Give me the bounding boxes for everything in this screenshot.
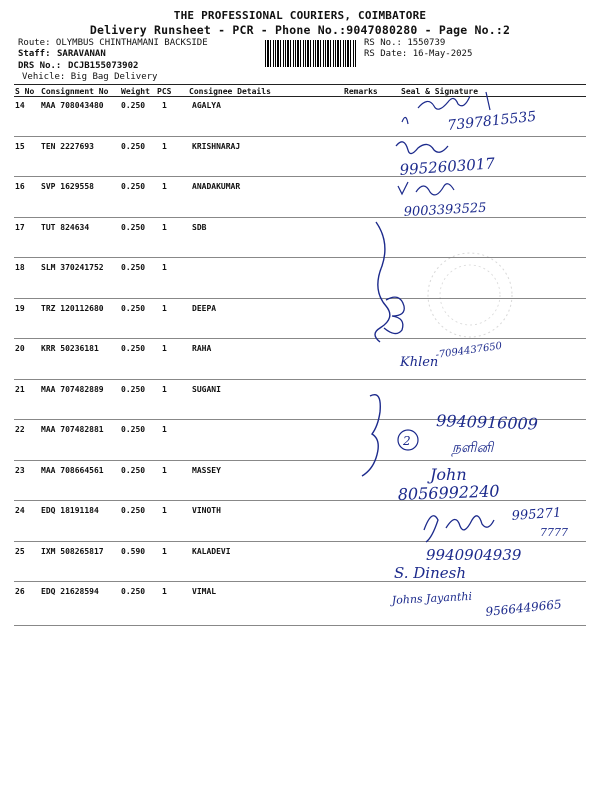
handwritten-name: Khlen xyxy=(400,355,439,370)
row-weight: 0.250 xyxy=(121,587,146,596)
row-consignment: EDQ 18191184 xyxy=(41,506,99,515)
row-weight: 0.250 xyxy=(121,304,146,313)
row-consignment: TUT 824634 xyxy=(41,223,90,232)
col-seal-signature: Seal & Signature xyxy=(401,87,479,96)
row-consignment: SVP 1629558 xyxy=(41,182,94,191)
row-divider xyxy=(14,460,586,461)
row-divider xyxy=(14,379,586,380)
row-pcs: 1 xyxy=(162,466,167,475)
row-consignment: MAA 707482881 xyxy=(41,425,104,434)
col-consignment: Consignment No xyxy=(41,87,109,96)
col-remarks: Remarks xyxy=(344,87,378,96)
row-divider xyxy=(14,500,586,501)
handwritten-phone: 9003393525 xyxy=(403,200,487,220)
signature-scribble xyxy=(424,516,494,542)
row-weight: 0.590 xyxy=(121,547,146,556)
table-top-border xyxy=(14,84,586,85)
row-pcs: 1 xyxy=(162,385,167,394)
row-pcs: 1 xyxy=(162,101,167,110)
circled-number xyxy=(398,430,418,450)
handwritten-name: நளினி xyxy=(452,440,494,456)
row-consignee: KRISHNARAJ xyxy=(192,142,241,151)
row-consignee: KALADEVI xyxy=(192,547,231,556)
row-pcs: 1 xyxy=(162,425,167,434)
row-consignee: AGALYA xyxy=(192,101,221,110)
signature-bracket xyxy=(362,395,380,476)
row-sno: 21 xyxy=(15,385,25,394)
rs-number: RS No.: 1550739 xyxy=(364,38,446,48)
row-sno: 17 xyxy=(15,223,25,232)
row-consignee: VIMAL xyxy=(192,587,217,596)
handwritten-phone: 7397815535 xyxy=(446,108,538,134)
circled-number-text: 2 xyxy=(403,434,411,448)
row-sno: 14 xyxy=(15,101,25,110)
row-divider xyxy=(14,257,586,258)
row-weight: 0.250 xyxy=(121,466,146,475)
row-pcs: 1 xyxy=(162,547,167,556)
row-sno: 24 xyxy=(15,506,25,515)
col-pcs: PCS xyxy=(157,87,172,96)
row-sno: 23 xyxy=(15,466,25,475)
handwritten-name: S. Dinesh xyxy=(394,564,466,582)
row-consignment: SLM 370241752 xyxy=(41,263,104,272)
signature-scribble xyxy=(396,142,448,154)
row-sno: 19 xyxy=(15,304,25,313)
row-divider xyxy=(14,298,586,299)
row-consignment: MAA 708664561 xyxy=(41,466,104,475)
col-consignee: Consignee Details xyxy=(189,87,271,96)
rs-date: RS Date: 16-May-2025 xyxy=(364,49,473,59)
row-sno: 16 xyxy=(15,182,25,191)
handwritten-phone: 9566449665 xyxy=(484,597,563,619)
seal-stamp xyxy=(428,253,512,337)
row-weight: 0.250 xyxy=(121,506,146,515)
row-divider xyxy=(14,541,586,542)
handwritten-phone: 8056992240 xyxy=(397,481,500,504)
runsheet-subtitle: Delivery Runsheet - PCR - Phone No.:9047080280 - Page No.:2 xyxy=(89,23,511,37)
row-pcs: 1 xyxy=(162,344,167,353)
row-weight: 0.250 xyxy=(121,263,146,272)
row-pcs: 1 xyxy=(162,142,167,151)
signature-scribble xyxy=(384,297,404,333)
handwritten-phone: 9952603017 xyxy=(399,154,496,179)
row-sno: 25 xyxy=(15,547,25,556)
handwritten-phone: -7094437650 xyxy=(434,340,503,361)
row-weight: 0.250 xyxy=(121,385,146,394)
signature-bracket xyxy=(375,222,390,342)
row-divider xyxy=(14,419,586,420)
barcode xyxy=(265,40,357,67)
row-consignee: MASSEY xyxy=(192,466,221,475)
row-consignment: IXM 508265817 xyxy=(41,547,104,556)
handwritten-phone: 995271 xyxy=(511,505,562,524)
row-consignment: MAA 708043480 xyxy=(41,101,104,110)
row-consignment: TEN 2227693 xyxy=(41,142,94,151)
row-pcs: 1 xyxy=(162,263,167,272)
handwritten-name: Johns Jayanthi xyxy=(391,589,473,607)
row-consignment: TRZ 120112680 xyxy=(41,304,104,313)
row-sno: 18 xyxy=(15,263,25,272)
route-text: Route: OLYMBUS CHINTHAMANI BACKSIDE xyxy=(18,38,208,48)
handwritten-phone: 9940916009 xyxy=(435,411,539,434)
col-sno: S No xyxy=(15,87,35,96)
row-weight: 0.250 xyxy=(121,425,146,434)
row-divider xyxy=(14,581,586,582)
staff-label: Staff: xyxy=(18,49,51,59)
row-sno: 20 xyxy=(15,344,25,353)
drs-label: DRS No.: xyxy=(18,61,62,71)
row-pcs: 1 xyxy=(162,223,167,232)
row-weight: 0.250 xyxy=(121,223,146,232)
handwritten-number: 7777 xyxy=(540,526,568,539)
row-weight: 0.250 xyxy=(121,344,146,353)
row-sno: 22 xyxy=(15,425,25,434)
drs-value: DCJB155073902 xyxy=(68,61,139,71)
row-pcs: 1 xyxy=(162,587,167,596)
row-consignment: MAA 707482889 xyxy=(41,385,104,394)
row-divider xyxy=(14,136,586,137)
row-divider xyxy=(14,217,586,218)
handwritten-name: John xyxy=(430,465,467,484)
col-weight: Weight xyxy=(121,87,150,96)
row-consignment: EDQ 21628594 xyxy=(41,587,99,596)
row-pcs: 1 xyxy=(162,304,167,313)
row-consignee: VINOTH xyxy=(192,506,221,515)
handwritten-phone: 9940904939 xyxy=(426,546,522,564)
row-pcs: 1 xyxy=(162,182,167,191)
row-consignee: ANADAKUMAR xyxy=(192,182,241,191)
row-consignee: DEEPA xyxy=(192,304,217,313)
row-weight: 0.250 xyxy=(121,142,146,151)
row-divider xyxy=(14,176,586,177)
row-consignee: SDB xyxy=(192,223,207,232)
row-consignment: KRR 50236181 xyxy=(41,344,99,353)
row-weight: 0.250 xyxy=(121,182,146,191)
vehicle-text: Vehicle: Big Bag Delivery xyxy=(22,72,158,82)
company-title: THE PROFESSIONAL COURIERS, COIMBATORE xyxy=(173,9,427,22)
table-header-border xyxy=(14,96,586,97)
row-consignee: RAHA xyxy=(192,344,212,353)
row-pcs: 1 xyxy=(162,506,167,515)
signature-scribble xyxy=(398,182,454,195)
row-divider xyxy=(14,338,586,339)
row-weight: 0.250 xyxy=(121,101,146,110)
row-sno: 15 xyxy=(15,142,25,151)
row-sno: 26 xyxy=(15,587,25,596)
row-consignee: SUGANI xyxy=(192,385,221,394)
staff-value: SARAVANAN xyxy=(57,49,106,59)
row-divider xyxy=(14,625,586,626)
